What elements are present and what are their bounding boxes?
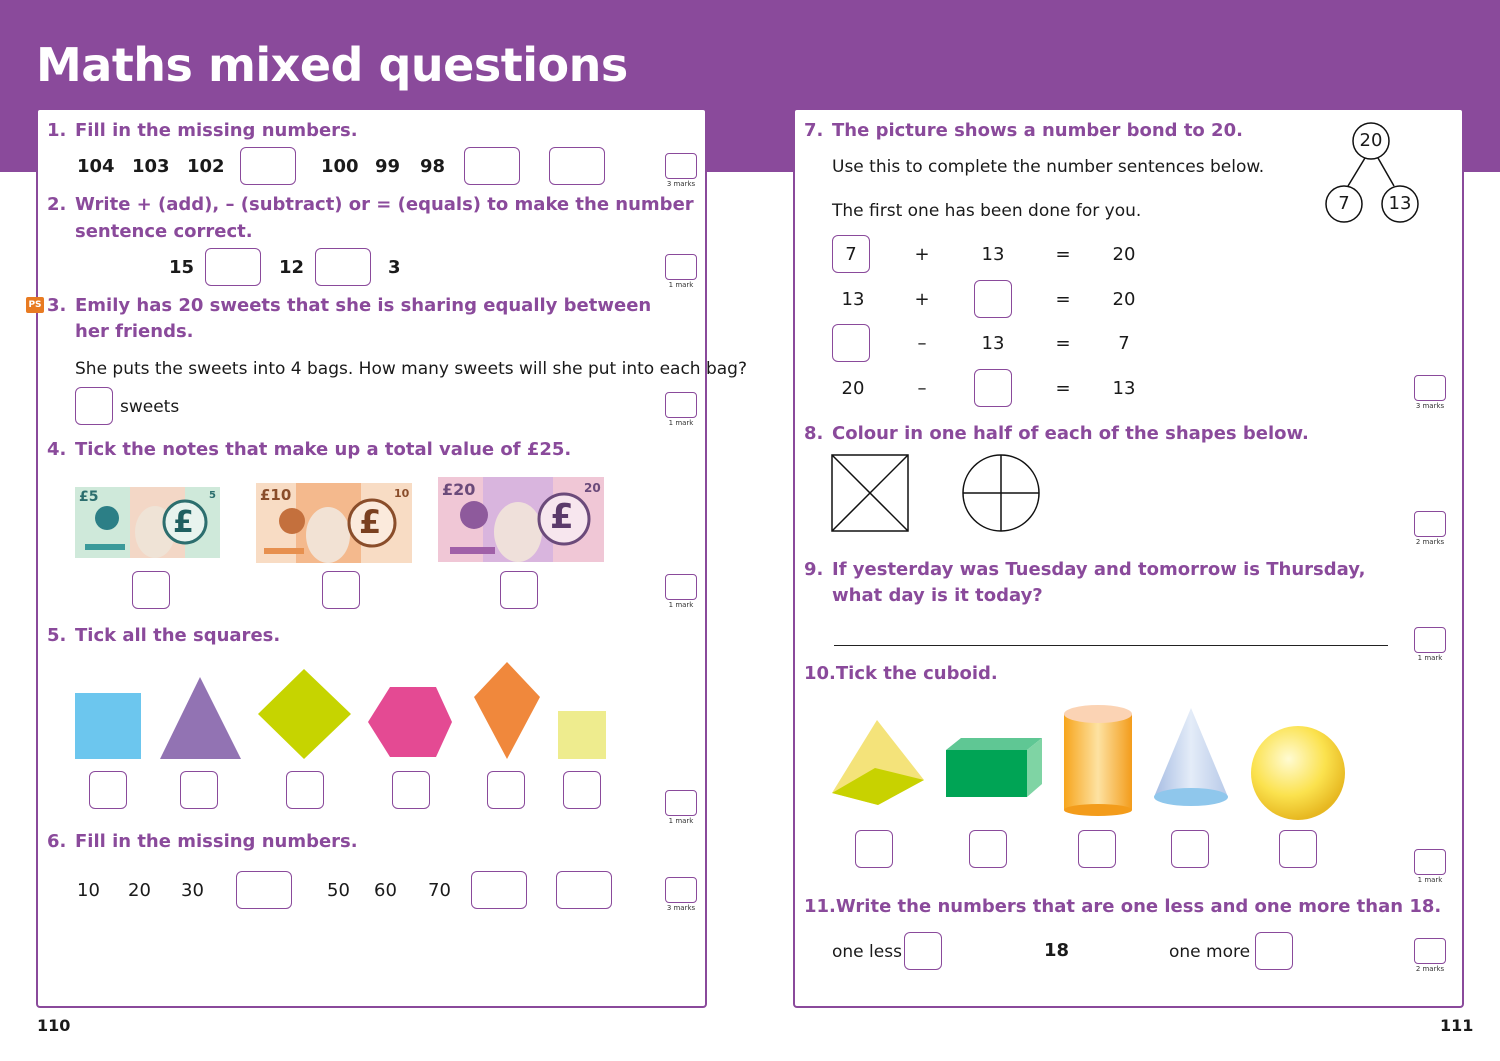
question-text: If yesterday was Tuesday and tomorrow is Thursday, bbox=[832, 559, 1366, 580]
seq-value: 100 bbox=[321, 156, 359, 177]
note-label: £10 bbox=[260, 486, 292, 504]
seq-value: 50 bbox=[327, 880, 350, 901]
tick-box[interactable] bbox=[132, 571, 170, 609]
question-3 bbox=[47, 292, 651, 319]
tick-box[interactable] bbox=[392, 771, 430, 809]
row-op: – bbox=[917, 378, 927, 399]
marks-box[interactable] bbox=[1414, 849, 1446, 875]
marks-box[interactable] bbox=[1414, 375, 1446, 401]
seq-value: 60 bbox=[374, 880, 397, 901]
tick-box[interactable] bbox=[500, 571, 538, 609]
row-eq: = bbox=[1055, 333, 1071, 354]
tick-box[interactable] bbox=[1171, 830, 1209, 868]
problem-solving-badge: PS bbox=[26, 297, 44, 313]
marks-box[interactable] bbox=[1414, 511, 1446, 537]
cylinder-solid bbox=[1064, 705, 1132, 816]
sphere-solid bbox=[1251, 726, 1345, 820]
tick-box[interactable] bbox=[1078, 830, 1116, 868]
question-text: Tick the notes that make up a total value of £25. bbox=[75, 439, 572, 460]
answer-box[interactable] bbox=[974, 369, 1012, 407]
question-number: 9. bbox=[804, 559, 824, 580]
marks-label: 1 mark bbox=[668, 601, 694, 609]
question-text: Colour in one half of each of the shapes below. bbox=[832, 423, 1309, 444]
marks-box[interactable] bbox=[665, 790, 697, 816]
question-9 bbox=[804, 556, 1365, 583]
pound-icon: £ bbox=[550, 497, 574, 537]
row-b: 13 bbox=[981, 333, 1005, 354]
question-text: The picture shows a number bond to 20. bbox=[832, 120, 1243, 141]
question-7 bbox=[804, 117, 1243, 144]
unit-label: sweets bbox=[120, 397, 180, 417]
marks-label: 1 mark bbox=[668, 281, 694, 289]
crossed-square[interactable] bbox=[832, 455, 908, 531]
tick-box[interactable] bbox=[1279, 830, 1317, 868]
operator-box[interactable] bbox=[315, 248, 371, 286]
answer-box[interactable] bbox=[236, 871, 292, 909]
question-4 bbox=[47, 436, 571, 463]
marks-label: 1 mark bbox=[668, 817, 694, 825]
page-number-left: 110 bbox=[37, 1016, 71, 1035]
tick-box[interactable] bbox=[89, 771, 127, 809]
row-op: + bbox=[914, 244, 930, 265]
marks-box[interactable] bbox=[665, 574, 697, 600]
marks-box[interactable] bbox=[665, 877, 697, 903]
pound-icon: £ bbox=[173, 505, 194, 540]
question-number: 3. bbox=[47, 295, 67, 316]
banknote-10 bbox=[256, 483, 412, 563]
rotated-square-shape bbox=[258, 669, 351, 759]
marks-box[interactable] bbox=[665, 153, 697, 179]
question-number: 8. bbox=[804, 423, 824, 444]
note-corner: 20 bbox=[584, 481, 601, 495]
seq-value: 70 bbox=[428, 880, 451, 901]
question-number: 5. bbox=[47, 625, 67, 646]
seq-value: 103 bbox=[132, 156, 170, 177]
hexagon-shape bbox=[368, 687, 452, 757]
marks-label: 3 marks bbox=[666, 904, 696, 912]
marks-box[interactable] bbox=[1414, 627, 1446, 653]
marks-box[interactable] bbox=[665, 254, 697, 280]
question-9-line2: what day is it today? bbox=[832, 585, 1043, 606]
answer-box[interactable] bbox=[549, 147, 605, 185]
question-3-body: She puts the sweets into 4 bags. How many sweets will she put into each bag? bbox=[75, 359, 747, 379]
row-eq: = bbox=[1055, 378, 1071, 399]
banknote-5 bbox=[75, 487, 220, 558]
tick-box[interactable] bbox=[969, 830, 1007, 868]
solids-row bbox=[828, 700, 1350, 825]
answer-box[interactable] bbox=[75, 387, 113, 425]
row-op: + bbox=[914, 289, 930, 310]
triangle-shape bbox=[160, 677, 241, 759]
one-more-label: one more bbox=[1169, 942, 1251, 962]
seq-value: 102 bbox=[187, 156, 225, 177]
bond-right: 13 bbox=[1388, 193, 1412, 214]
answer-box[interactable] bbox=[904, 932, 942, 970]
operand: 15 bbox=[169, 257, 195, 278]
bond-top: 20 bbox=[1359, 130, 1383, 151]
question-6 bbox=[47, 828, 358, 855]
square-shape bbox=[75, 693, 141, 759]
tick-box[interactable] bbox=[855, 830, 893, 868]
pyramid-solid bbox=[832, 720, 924, 805]
seq-value: 10 bbox=[77, 880, 100, 901]
tick-box[interactable] bbox=[180, 771, 218, 809]
row-a: 7 bbox=[845, 244, 857, 265]
quartered-circle[interactable] bbox=[963, 455, 1039, 531]
question-2 bbox=[47, 191, 694, 218]
question-11 bbox=[804, 893, 1441, 920]
marks-label: 3 marks bbox=[666, 180, 696, 188]
question-number: 2. bbox=[47, 194, 67, 215]
answer-box[interactable] bbox=[471, 871, 527, 909]
tick-box[interactable] bbox=[322, 571, 360, 609]
question-text: Tick the cuboid. bbox=[835, 663, 998, 684]
seq-value: 104 bbox=[77, 156, 115, 177]
question-number: 1. bbox=[47, 120, 67, 141]
row-a: 13 bbox=[841, 289, 865, 310]
question-number: 7. bbox=[804, 120, 824, 141]
cone-solid bbox=[1154, 708, 1228, 806]
answer-box[interactable] bbox=[556, 871, 612, 909]
question-text: Write the numbers that are one less and one more than 18. bbox=[835, 896, 1442, 917]
note-corner: 5 bbox=[209, 490, 216, 501]
banknote-20 bbox=[438, 477, 604, 562]
question-10 bbox=[804, 660, 998, 687]
row-result: 13 bbox=[1112, 378, 1136, 399]
shapes-row bbox=[70, 655, 630, 765]
question-number: 10. bbox=[804, 663, 836, 684]
page-number-right: 111 bbox=[1440, 1016, 1474, 1035]
note-label: £5 bbox=[79, 489, 99, 505]
row-eq: = bbox=[1055, 289, 1071, 310]
one-less-label: one less bbox=[832, 942, 902, 962]
question-8 bbox=[804, 420, 1309, 447]
row-b: 13 bbox=[981, 244, 1005, 265]
tick-box[interactable] bbox=[286, 771, 324, 809]
question-text: Tick all the squares. bbox=[75, 625, 281, 646]
operator-box[interactable] bbox=[205, 248, 261, 286]
tick-box[interactable] bbox=[487, 771, 525, 809]
pound-icon: £ bbox=[359, 503, 382, 541]
marks-box[interactable] bbox=[1414, 938, 1446, 964]
note-corner: 10 bbox=[394, 487, 410, 500]
row-result: 20 bbox=[1112, 244, 1136, 265]
halves-shapes bbox=[830, 452, 1045, 534]
page-title: Maths mixed questions bbox=[36, 38, 628, 92]
seq-value: 99 bbox=[375, 156, 401, 177]
row-result: 20 bbox=[1112, 289, 1136, 310]
marks-label: 1 mark bbox=[1417, 654, 1443, 662]
row-a: 20 bbox=[841, 378, 865, 399]
question-7-sub1: Use this to complete the number sentences below. bbox=[832, 157, 1265, 177]
seq-value: 20 bbox=[128, 880, 151, 901]
question-text: Fill in the missing numbers. bbox=[75, 831, 358, 852]
seq-value: 30 bbox=[181, 880, 204, 901]
seq-value: 98 bbox=[420, 156, 446, 177]
marks-box[interactable] bbox=[665, 392, 697, 418]
tick-box[interactable] bbox=[563, 771, 601, 809]
question-number: 11. bbox=[804, 896, 836, 917]
question-text: Fill in the missing numbers. bbox=[75, 120, 358, 141]
answer-box[interactable] bbox=[974, 280, 1012, 318]
marks-label: 1 mark bbox=[1417, 876, 1443, 884]
question-text: Emily has 20 sweets that she is sharing equally between bbox=[75, 295, 652, 316]
answer-box[interactable] bbox=[1255, 932, 1293, 970]
cuboid-solid bbox=[946, 738, 1042, 797]
question-5 bbox=[47, 622, 280, 649]
answer-box[interactable] bbox=[832, 324, 870, 362]
given-number: 18 bbox=[1044, 940, 1070, 961]
question-number: 4. bbox=[47, 439, 67, 460]
marks-label: 2 marks bbox=[1415, 965, 1445, 973]
small-square-shape bbox=[558, 711, 606, 759]
marks-label: 3 marks bbox=[1415, 402, 1445, 410]
question-text: Write + (add), – (subtract) or = (equals) to make the number bbox=[75, 194, 694, 215]
question-2-line2: sentence correct. bbox=[75, 221, 253, 242]
operand: 12 bbox=[279, 257, 305, 278]
answer-box[interactable] bbox=[464, 147, 520, 185]
question-number: 6. bbox=[47, 831, 67, 852]
note-label: £20 bbox=[442, 480, 476, 499]
bond-left: 7 bbox=[1338, 193, 1350, 214]
kite-shape bbox=[474, 662, 540, 759]
marks-label: 2 marks bbox=[1415, 538, 1445, 546]
answer-box[interactable] bbox=[240, 147, 296, 185]
marks-label: 1 mark bbox=[668, 419, 694, 427]
operand: 3 bbox=[388, 257, 401, 278]
question-1 bbox=[47, 117, 358, 144]
question-7-sub2: The first one has been done for you. bbox=[832, 201, 1142, 221]
row-op: – bbox=[917, 333, 927, 354]
row-result: 7 bbox=[1118, 333, 1130, 354]
answer-line[interactable] bbox=[834, 645, 1388, 646]
row-eq: = bbox=[1055, 244, 1071, 265]
question-3-line2: her friends. bbox=[75, 321, 194, 342]
